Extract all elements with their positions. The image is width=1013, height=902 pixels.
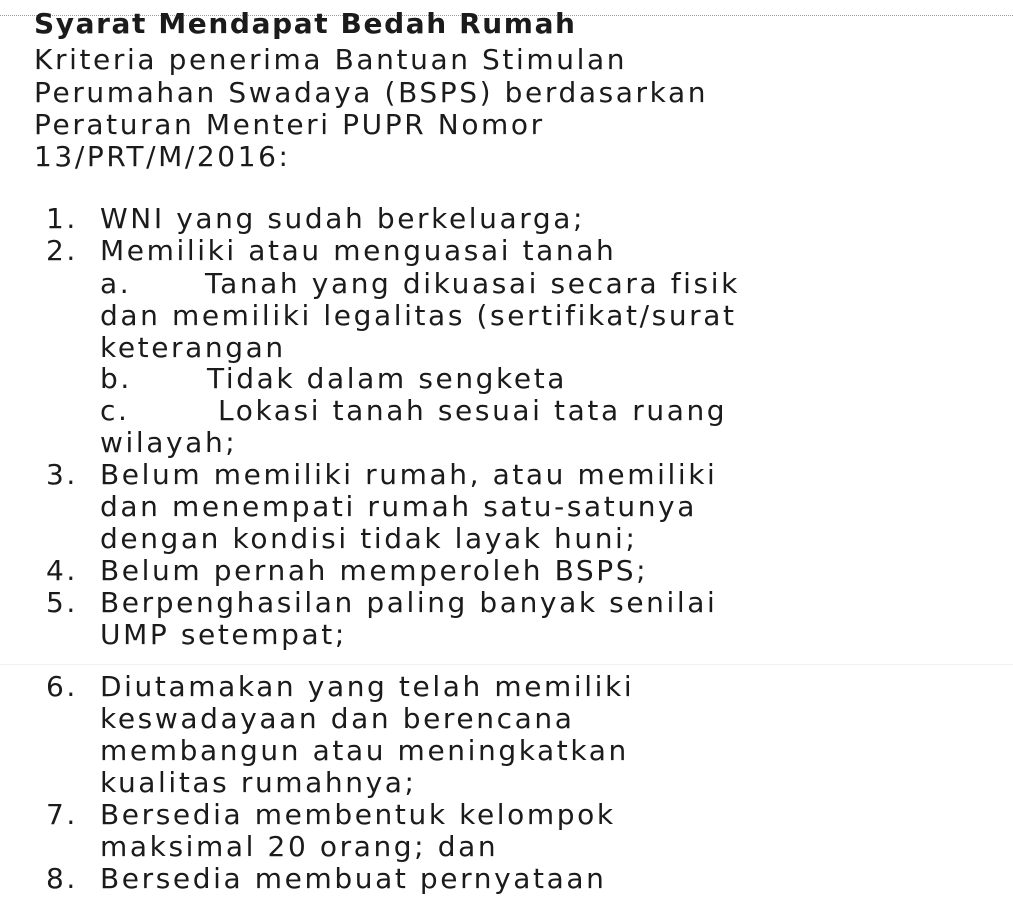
list-item-text: WNI yang sudah berkeluarga; — [100, 202, 586, 235]
list-item-number: 3. — [46, 458, 78, 491]
sub-item-label: b. — [100, 362, 132, 395]
list-item-text: Belum memiliki rumah, atau memiliki — [100, 458, 718, 491]
list-item-text: membangun atau meningkatkan — [100, 734, 629, 767]
sub-item-label: c. — [100, 394, 130, 427]
sub-item-text: dan memiliki legalitas (sertifikat/surat — [100, 299, 737, 332]
list-item-text: dan menempati rumah satu-satunya — [100, 490, 697, 523]
list-item-text: Bersedia membentuk kelompok — [100, 798, 616, 831]
intro-line: Perumahan Swadaya (BSPS) berdasarkan — [34, 76, 709, 109]
list-item-text: UMP setempat; — [100, 618, 347, 651]
document-title: Syarat Mendapat Bedah Rumah — [34, 7, 577, 40]
sub-item-text: Tidak dalam sengketa — [207, 362, 568, 395]
sub-item-text: Tanah yang dikuasai secara fisik — [205, 267, 740, 300]
list-item-number: 2. — [46, 234, 78, 267]
list-item-number: 1. — [46, 202, 78, 235]
intro-line: Kriteria penerima Bantuan Stimulan — [34, 43, 628, 76]
list-item-text: kualitas rumahnya; — [100, 766, 417, 799]
list-item-text: Bersedia membuat pernyataan — [100, 862, 607, 895]
list-item-text: maksimal 20 orang; dan — [100, 830, 499, 863]
sub-item-text: keterangan — [100, 331, 286, 364]
intro-line: 13/PRT/M/2016: — [34, 140, 291, 173]
list-item-text: dengan kondisi tidak layak huni; — [100, 522, 638, 555]
sub-item-text: wilayah; — [100, 426, 238, 459]
list-item-number: 7. — [46, 798, 78, 831]
list-item-text: Memiliki atau menguasai tanah — [100, 234, 617, 267]
list-item-text: Berpenghasilan paling banyak senilai — [100, 586, 718, 619]
list-item-number: 5. — [46, 586, 78, 619]
sub-item-label: a. — [100, 267, 132, 300]
list-item-text: Belum pernah memperoleh BSPS; — [100, 554, 649, 587]
sub-item-text: Lokasi tanah sesuai tata ruang — [218, 394, 728, 427]
intro-line: Peraturan Menteri PUPR Nomor — [34, 108, 545, 141]
list-item-text: keswadayaan dan berencana — [100, 702, 575, 735]
list-item-text: Diutamakan yang telah memiliki — [100, 670, 635, 703]
list-item-number: 6. — [46, 670, 78, 703]
list-item-number: 8. — [46, 862, 78, 895]
list-item-number: 4. — [46, 554, 78, 587]
